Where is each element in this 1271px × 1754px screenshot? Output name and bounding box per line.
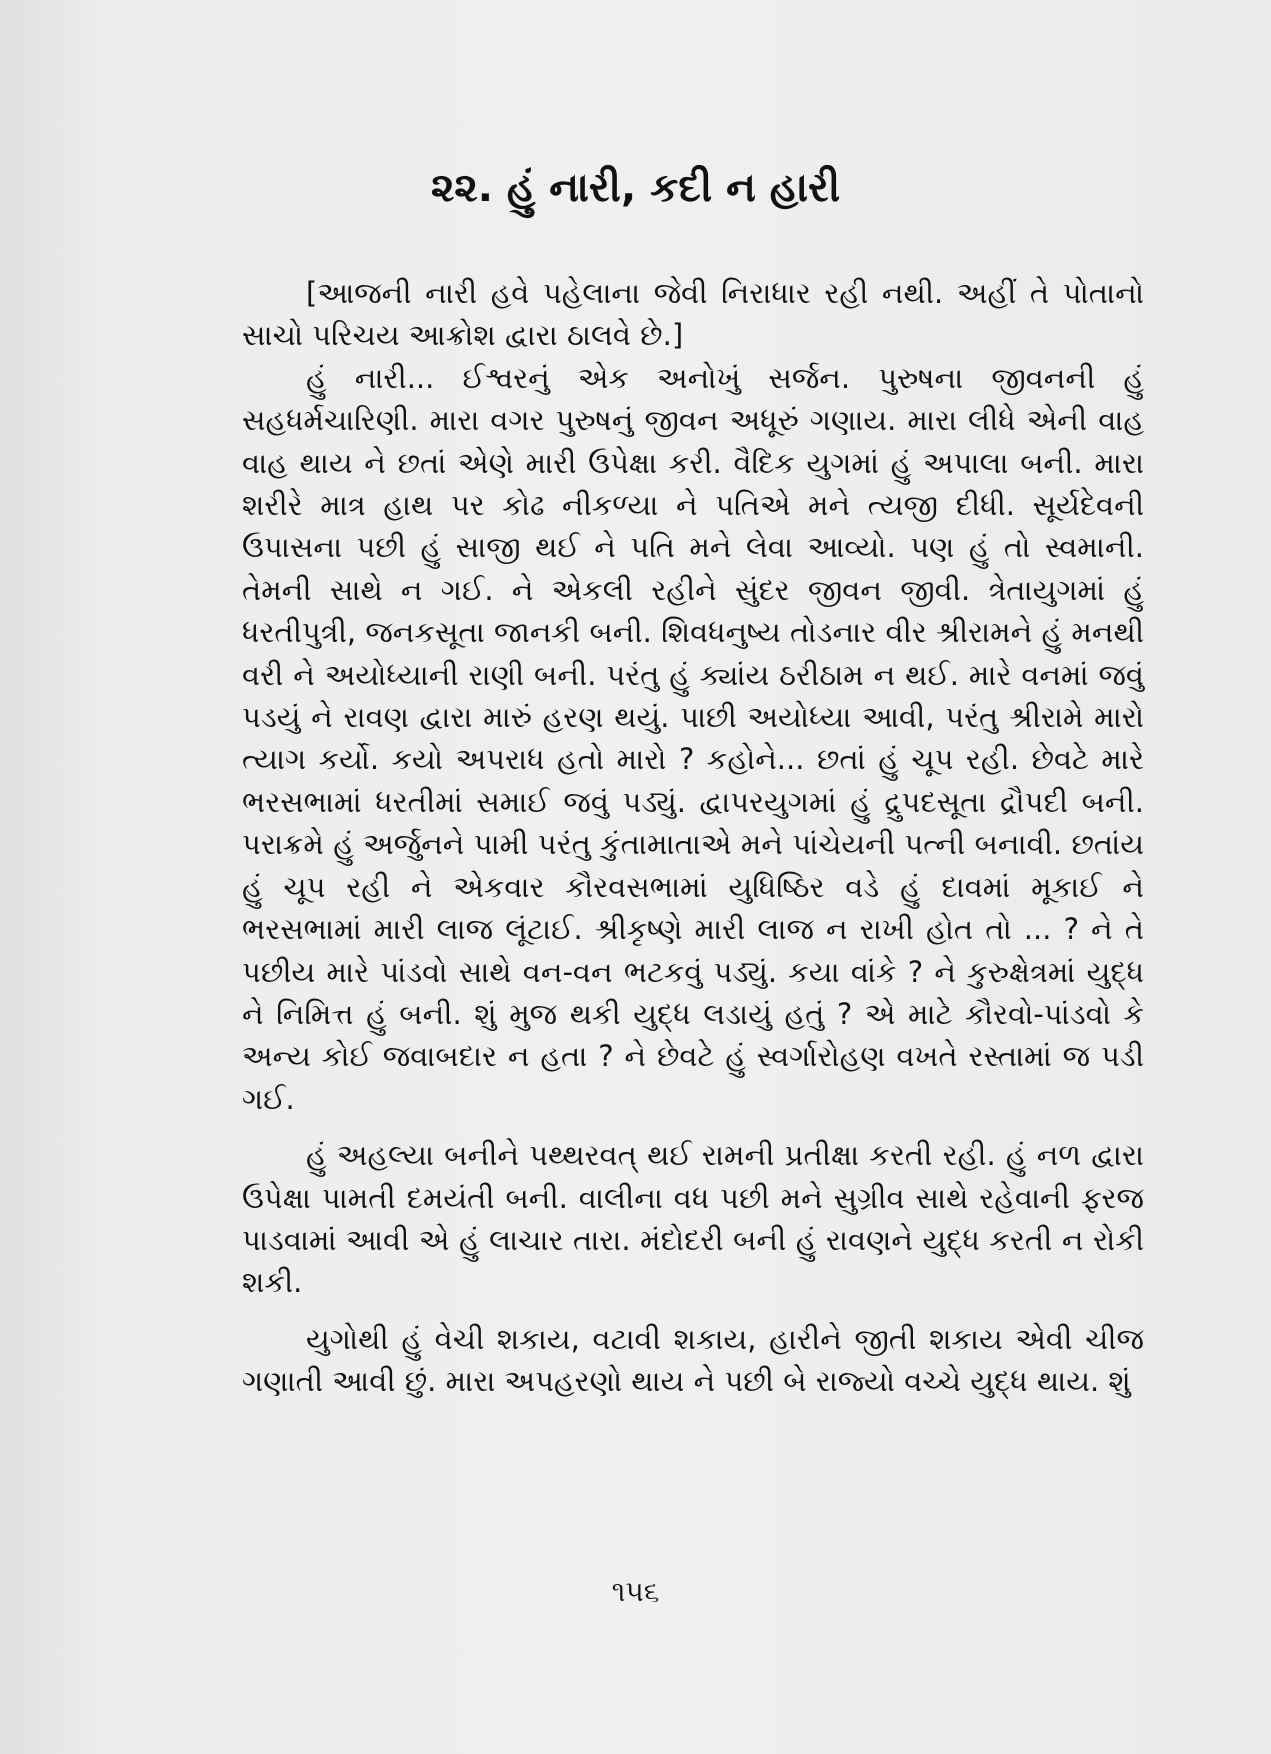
- chapter-title: ૨૨. હું નારી, કદી ન હારી: [430, 165, 841, 211]
- intro-paragraph: [આજની નારી હવે પહેલાના જેવી નિરાધાર રહી નથી. અહીં તે પોતાનો સાચો પરિચય આક્રોશ દ્વારા ઠાલવે છે.]: [242, 276, 1144, 353]
- page-number: ૧૫૬: [611, 1575, 660, 1608]
- chapter-body: [242, 272, 1144, 1403]
- body-paragraph-1: હું નારી... ઈશ્વરનું એક અનોખું સર્જન. પુરુષના જીવનની હું સહધર્મચારિણી. મારા વગર પુરુષનું જીવન અધૂરું ગણાય. મારા લીધે એની વાહ વાહ થાય ને છતાં એણે મારી ઉપેક્ષા કરી. વૈદિક યુગમાં હું અપાલા બની. મારા શરીરે માત્ર હાથ પર કોઢ નીકળ્યા ને પતિએ મને ત્યજી દીધી. સૂર્યદેવની ઉપાસના પછી હું સાજી થઈ ને પતિ મને લેવા આવ્યો. પણ હું તો સ્વમાની. તેમની સાથે ન ગઈ. ને એકલી રહીને સુંદર જીવન જીવી. ત્રેતાયુગમાં હું ધરતીપુત્રી, જનકસૂતા જાનકી બની. શિવધનુષ્ય તોડનાર વીર શ્રીરામને હું મનથી વરી ને અયોધ્યાની રાણી બની. પરંતુ હું ક્યાંય ઠરીઠામ ન થઈ. મારે વનમાં જવું પડયું ને રાવણ દ્વારા મારું હરણ થયું. પાછી અયોધ્યા આવી, પરંતુ શ્રીરામે મારો ત્યાગ કર્યો. કયો અપરાધ હતો મારો ? કહોને... છતાં હું ચૂપ રહી. છેવટે મારે ભરસભામાં ધરતીમાં સમાઈ જવું પડ્યું. દ્વાપરયુગમાં હું દ્રુપદસૂતા દ્રૌપદી બની. પરાક્રમે હું અર્જુનને પામી પરંતુ કુંતામાતાએ મને પાંચેયની પત્ની બનાવી. છતાંય હું ચૂપ રહી ને એકવાર કૌરવસભામાં યુધિષ્ઠિર વડે હું દાવમાં મૂકાઈ ને ભરસભામાં મારી લાજ લૂંટાઈ. શ્રીકૃષ્ણે મારી લાજ ન રાખી હોત તો ... ? ને તે પછીય મારે પાંડવો સાથે વન-વન ભટકવું પડ્યું. કયા વાંકે ? ને કુરુક્ષેત્રમાં યુદ્ધ ને નિમિત્ત હું બની. શું મુજ થકી યુદ્ધ લડાયું હતું ? એ માટે કૌરવો-પાંડવો કે અન્ય કોઈ જવાબદાર ન હતા ? ને છેવટે હું સ્વર્ગારોહણ વખતે રસ્તામાં જ પડી ગઈ.: [242, 360, 1144, 1116]
- body-paragraph-3: યુગોથી હું વેચી શકાય, વટાવી શકાય, હારીને જીતી શકાય એવી ચીજ ગણાતી આવી છું. મારા અપહરણો થાય ને પછી બે રાજ્યો વચ્ચે યુદ્ધ થાય. શું: [242, 1321, 1144, 1399]
- body-paragraph-2: હું અહલ્યા બનીને પથ્થરવત્ થઈ રામની પ્રતીક્ષા કરતી રહી. હું નળ દ્વારા ઉપેક્ષા પામતી દમયંતી બની. વાલીના વધ પછી મને સુગ્રીવ સાથે રહેવાની ફરજ પાડવામાં આવી એ હું લાચાર તારા. મંદોદરી બની હું રાવણને યુદ્ધ કરતી ન રોકી શકી.: [242, 1138, 1144, 1300]
